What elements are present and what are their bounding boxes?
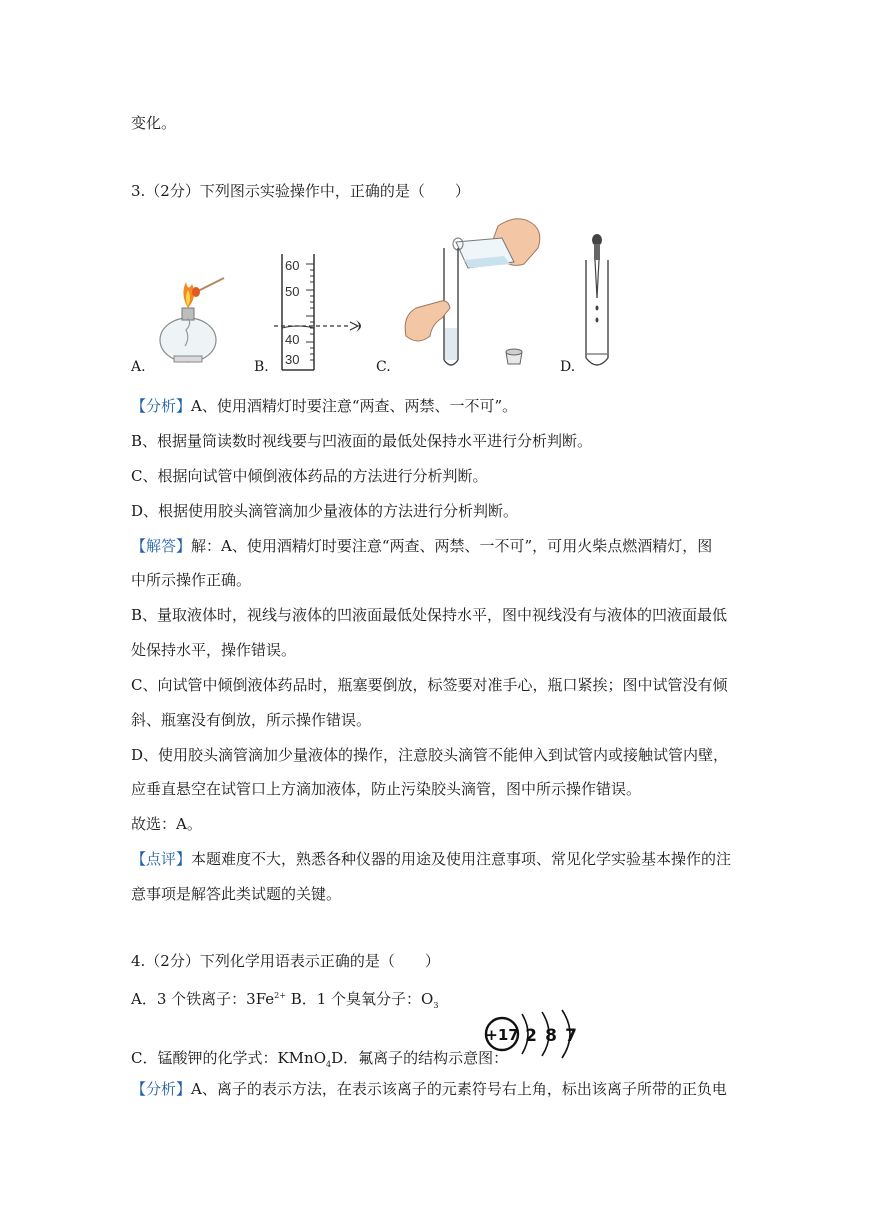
q3-answer-line-4: 处保持水平，操作错误。 [131, 641, 297, 659]
q4-analysis-line-1: 【分析】A、离子的表示方法，在表示该离子的元素符号右上角，标出该离子所带的正负电 [131, 1080, 727, 1098]
cylinder-tick-40: 40 [285, 332, 300, 347]
q3-answer-line-9: 故选：A。 [131, 815, 202, 833]
q3-answer-tag: 【解答】 [131, 537, 192, 555]
q4-option-d: D．氟离子的结构示意图： [331, 1049, 509, 1067]
q4-options-cd: C．锰酸钾的化学式：KMnO$_4$D．氟离子的结构示意图： [131, 1049, 509, 1069]
graduated-cylinder-figure [270, 250, 380, 372]
q3-comment-line-2: 意事项是解答此类试题的关键。 [131, 885, 342, 903]
cylinder-tick-60: 60 [285, 258, 300, 273]
q3-analysis-line-2: B、根据量筒读数时视线要与凹液面的最低处保持水平进行分析判断。 [131, 432, 593, 450]
cylinder-tick-50: 50 [285, 284, 300, 299]
ion-shell-1: 2 [525, 1026, 537, 1046]
q3-answer-line-5: C、向试管中倾倒液体药品时，瓶塞要倒放，标签要对准手心，瓶口紧挨；图中试管没有倾 [131, 676, 728, 694]
q3-comment-tag: 【点评】 [131, 850, 192, 868]
q3-option-a-label: A. [131, 359, 146, 375]
q4-option-a: A．3 个铁离子：3Fe [131, 990, 275, 1008]
q3-answer-line-7: D、使用胶头滴管滴加少量液体的操作，注意胶头滴管不能伸入到试管内或接触试管内壁， [131, 746, 729, 764]
ion-shell-3: 7 [565, 1026, 577, 1046]
q4-options-ab: A．3 个铁离子：$3Fe^{2+}$ B．1 个臭氧分子：$O_3$ [131, 990, 439, 1010]
q3-answer-line-2: 中所示操作正确。 [131, 571, 252, 589]
ion-structure-diagram [482, 1008, 582, 1064]
q4-option-b: B．1 个臭氧分子：O [285, 990, 434, 1008]
q3-option-b-label: B. [254, 359, 269, 375]
q4-option-c: C．锰酸钾的化学式：KMnO [131, 1049, 327, 1067]
q3-analysis-line-1: 【分析】A、使用酒精灯时要注意“两查、两禁、一不可”。 [131, 397, 518, 415]
ion-nucleus-label: +17 [485, 1026, 519, 1044]
q3-stem: 3.（2分）下列图示实验操作中，正确的是（ ） [131, 182, 470, 200]
q3-answer-line-1: 【解答】解：A、使用酒精灯时要注意“两查、两禁、一不可”，可用火柴点燃酒精灯，图 [131, 537, 713, 555]
q3-option-d-label: D. [560, 359, 576, 375]
q3-answer-line-3: B、量取液体时，视线与液体的凹液面最低处保持水平，图中视线没有与液体的凹液面最低 [131, 606, 728, 624]
pouring-liquid-figure [398, 208, 558, 372]
ion-shell-2: 8 [545, 1026, 557, 1046]
cylinder-tick-30: 30 [285, 352, 300, 367]
dropper-figure [578, 232, 618, 372]
q3-answer-line-6: 斜、瓶塞没有倒放，所示操作错误。 [131, 711, 372, 729]
alcohol-lamp-figure [150, 270, 230, 370]
q3-analysis-tag: 【分析】 [131, 397, 192, 415]
q4-analysis-tag: 【分析】 [131, 1080, 192, 1098]
q3-answer-line-8: 应垂直悬空在试管口上方滴加液体，防止污染胶头滴管，图中所示操作错误。 [131, 780, 642, 798]
q3-analysis-line-4: D、根据使用胶头滴管滴加少量液体的方法进行分析判断。 [131, 502, 519, 520]
q3-option-c-label: C. [376, 359, 391, 375]
q3-comment-line-1: 【点评】本题难度不大，熟悉各种仪器的用途及使用注意事项、常见化学实验基本操作的注 [131, 850, 732, 868]
q3-analysis-line-3: C、根据向试管中倾倒液体药品的方法进行分析判断。 [131, 467, 488, 485]
q4-stem: 4.（2分）下列化学用语表示正确的是（ ） [131, 952, 440, 970]
intro-tail-text: 变化。 [131, 114, 177, 132]
